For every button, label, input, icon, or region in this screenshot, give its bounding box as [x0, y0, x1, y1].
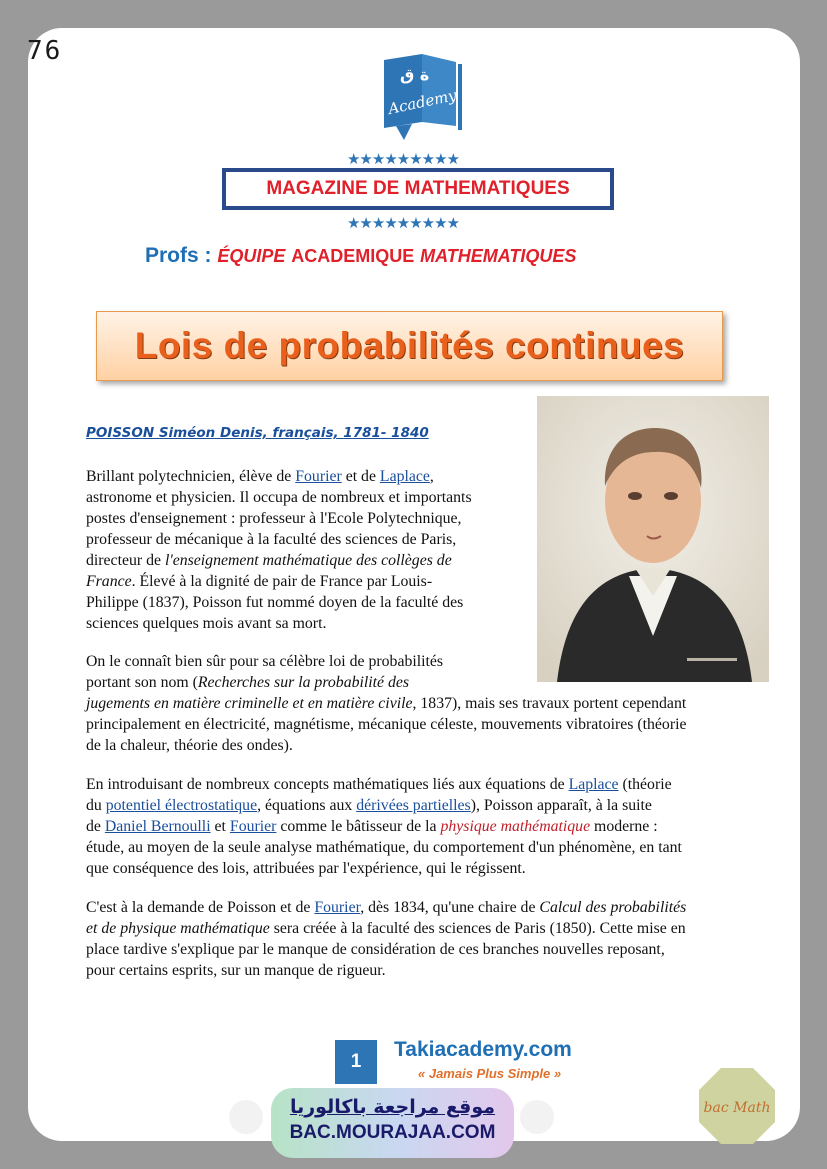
profs-equipe: ÉQUIPE [217, 246, 286, 266]
stars-top: ★★★★★★★★★ [346, 150, 460, 168]
paragraph-2: On le connaît bien sûr pour sa célèbre loi de probabilités portant son nom (Recherches sur la probabilité des jugements en matière criminelle et en matière civile, 1837), mais ses travaux portent cependant principalement en électricité, magnétisme, mécanique céleste, mouvements vibratoires (théorie de la chaleur, théorie des ondes). [86, 653, 687, 754]
site-url-text: BAC.MOURAJAA.COM [289, 1122, 496, 1143]
paragraph-4: C'est à la demande de Poisson et de Fourier, dès 1834, qu'une chaire de Calcul des probabilités et de physique mathématique sera créée à la faculté des sciences de Paris (1850). Cette mise en place tardive s'explique par le manque de considération de ces branches nouvelles reposant, pour certains esprits, sur un manque de rigueur. [86, 899, 687, 979]
link-derivees[interactable]: dérivées partielles [356, 797, 471, 814]
logo-letters: ة ق [400, 65, 430, 84]
footer-slogan: « Jamais Plus Simple » [418, 1066, 562, 1081]
profs-academique: ACADEMIQUE [291, 246, 415, 266]
document-title-box [96, 311, 723, 381]
footer-brand[interactable]: Takiacademy.com [394, 1038, 572, 1061]
paragraph-1: Brillant polytechnicien, élève de Fourier et de Laplace, astronome et physicien. Il occupa de nombreux et importants postes d'enseignement : professeur à l'Ecole Polytechnique, professeur de mécanique à la faculté des sciences de Paris, directeur de l'enseignement mathématique des collèges de France. Élevé à la dignité de pair de France par Louis- Philippe (1837), Poisson fut nommé doyen de la faculté des sciences quelques mois avant sa mort. [86, 468, 472, 632]
physique-mathematique-text: physique mathématique [440, 818, 591, 835]
link-laplace[interactable]: Laplace [379, 468, 430, 485]
right-small-logo-icon [520, 1100, 554, 1134]
magazine-title-box [222, 168, 614, 210]
magazine-title: MAGAZINE DE MATHEMATIQUES [225, 171, 611, 207]
link-bernoulli[interactable]: Daniel Bernoulli [104, 818, 211, 835]
paragraph-3: En introduisant de nombreux concepts mathématiques liés aux équations de Laplace (théorie du potentiel électrostatique, équations aux dérivées partielles), Poisson apparaît, à la suite de Daniel Bernoulli et Fourier comme le bâtisseur de la physique mathématique moderne : étude, au moyen de la seule analyse mathématique, du comportement d'un phénomène, en tant que conséquence des lois, attribuées par l'expérience, qui le régissent. [86, 776, 682, 877]
link-laplace-2[interactable]: Laplace [568, 776, 619, 793]
link-fourier[interactable]: Fourier [295, 468, 342, 485]
poisson-portrait-image [537, 396, 769, 682]
link-potentiel[interactable]: potentiel électrostatique [105, 797, 258, 814]
profs-mathematiques: MATHEMATIQUES [420, 246, 577, 266]
stars-bottom: ★★★★★★★★★ [346, 214, 460, 232]
link-fourier-2[interactable]: Fourier [229, 818, 277, 835]
section-heading: POISSON Siméon Denis, français, 1781- 1840 [86, 425, 429, 441]
bacmath-logo [697, 1066, 777, 1146]
link-fourier-3[interactable]: Fourier [314, 899, 361, 916]
left-small-logo-icon [229, 1100, 263, 1134]
logo-text: Academy [386, 86, 459, 119]
academy-logo [378, 52, 464, 144]
bacmath-text: bac Math [703, 1100, 771, 1116]
site-arabic-text: موقع مراجعة باكالوريا [289, 1096, 496, 1118]
profs-label: Profs : [145, 244, 212, 267]
footer-page-number: 1 [335, 1040, 377, 1084]
profs-line [145, 244, 576, 268]
page-number: 76 [27, 36, 63, 66]
site-banner[interactable] [271, 1088, 514, 1158]
document-title: Lois de probabilités continues [134, 325, 685, 366]
